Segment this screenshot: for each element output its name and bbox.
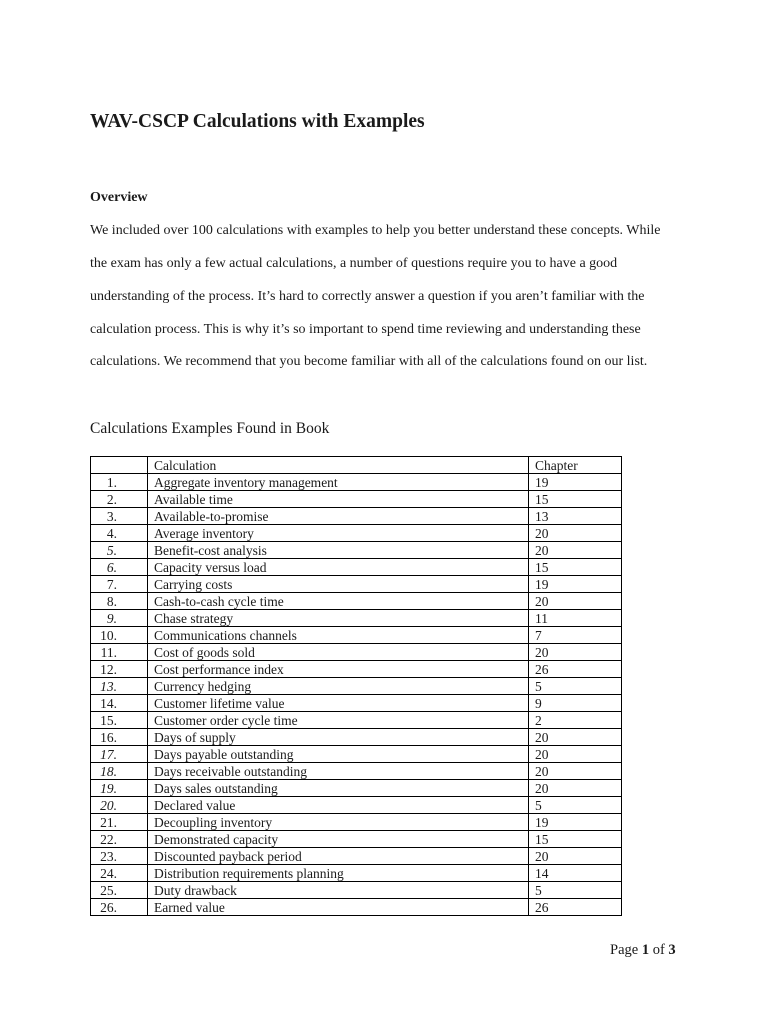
table-row bbox=[91, 746, 622, 763]
row-chapter: 5 bbox=[529, 882, 622, 899]
overview-line: We included over 100 calculations with examples to help you better understand these concepts. While bbox=[90, 223, 661, 238]
table-row bbox=[91, 899, 622, 916]
row-number: 20. bbox=[91, 797, 148, 814]
row-calculation: Declared value bbox=[148, 797, 529, 814]
table-row bbox=[91, 542, 622, 559]
row-chapter: 15 bbox=[529, 831, 622, 848]
row-number: 8. bbox=[91, 593, 148, 610]
table-row bbox=[91, 576, 622, 593]
row-chapter: 15 bbox=[529, 491, 622, 508]
page-title: WAV-CSCP Calculations with Examples bbox=[90, 111, 425, 132]
row-number: 9. bbox=[91, 610, 148, 627]
overview-line: calculations. We recommend that you become familiar with all of the calculations found on our list. bbox=[90, 354, 648, 369]
calculations-table bbox=[90, 456, 622, 916]
row-calculation: Customer order cycle time bbox=[148, 712, 529, 729]
row-chapter: 5 bbox=[529, 678, 622, 695]
row-chapter: 15 bbox=[529, 559, 622, 576]
row-calculation: Days receivable outstanding bbox=[148, 763, 529, 780]
table-row bbox=[91, 797, 622, 814]
row-number: 19. bbox=[91, 780, 148, 797]
overview-line: understanding of the process. It’s hard to correctly answer a question if you aren’t familiar with the bbox=[90, 289, 645, 304]
row-number: 25. bbox=[91, 882, 148, 899]
row-calculation: Customer lifetime value bbox=[148, 695, 529, 712]
row-number: 16. bbox=[91, 729, 148, 746]
table-row bbox=[91, 593, 622, 610]
table-row bbox=[91, 695, 622, 712]
table-row bbox=[91, 559, 622, 576]
row-number: 6. bbox=[91, 559, 148, 576]
row-number: 18. bbox=[91, 763, 148, 780]
row-calculation: Currency hedging bbox=[148, 678, 529, 695]
table-row bbox=[91, 508, 622, 525]
overview-line: calculation process. This is why it’s so important to spend time reviewing and understanding these bbox=[90, 322, 641, 337]
table-row bbox=[91, 474, 622, 491]
row-calculation: Average inventory bbox=[148, 525, 529, 542]
overview-heading: Overview bbox=[90, 190, 148, 205]
row-calculation: Cost performance index bbox=[148, 661, 529, 678]
row-number: 2. bbox=[91, 491, 148, 508]
table-row bbox=[91, 831, 622, 848]
row-chapter: 19 bbox=[529, 474, 622, 491]
row-chapter: 2 bbox=[529, 712, 622, 729]
header-calculation: Calculation bbox=[148, 457, 529, 474]
row-calculation: Earned value bbox=[148, 899, 529, 916]
row-calculation: Available-to-promise bbox=[148, 508, 529, 525]
table-header-row bbox=[91, 457, 622, 474]
row-chapter: 7 bbox=[529, 627, 622, 644]
table-row bbox=[91, 627, 622, 644]
row-chapter: 20 bbox=[529, 644, 622, 661]
row-number: 22. bbox=[91, 831, 148, 848]
table-row bbox=[91, 712, 622, 729]
row-chapter: 14 bbox=[529, 865, 622, 882]
row-number: 26. bbox=[91, 899, 148, 916]
row-chapter: 20 bbox=[529, 763, 622, 780]
table-row bbox=[91, 491, 622, 508]
header-number bbox=[91, 457, 148, 474]
row-calculation: Communications channels bbox=[148, 627, 529, 644]
row-chapter: 11 bbox=[529, 610, 622, 627]
row-calculation: Demonstrated capacity bbox=[148, 831, 529, 848]
table-row bbox=[91, 865, 622, 882]
table-row bbox=[91, 763, 622, 780]
row-calculation: Discounted payback period bbox=[148, 848, 529, 865]
row-number: 23. bbox=[91, 848, 148, 865]
row-calculation: Cost of goods sold bbox=[148, 644, 529, 661]
table-row bbox=[91, 525, 622, 542]
table-row bbox=[91, 644, 622, 661]
row-chapter: 20 bbox=[529, 542, 622, 559]
total-pages-number: 3 bbox=[668, 942, 676, 958]
row-chapter: 26 bbox=[529, 661, 622, 678]
table-row bbox=[91, 848, 622, 865]
row-number: 24. bbox=[91, 865, 148, 882]
row-chapter: 9 bbox=[529, 695, 622, 712]
table-row bbox=[91, 780, 622, 797]
row-calculation: Chase strategy bbox=[148, 610, 529, 627]
row-number: 7. bbox=[91, 576, 148, 593]
row-calculation: Days sales outstanding bbox=[148, 780, 529, 797]
row-number: 12. bbox=[91, 661, 148, 678]
table-row bbox=[91, 814, 622, 831]
row-calculation: Duty drawback bbox=[148, 882, 529, 899]
of-label: of bbox=[652, 942, 665, 958]
row-number: 15. bbox=[91, 712, 148, 729]
table-row bbox=[91, 882, 622, 899]
row-number: 10. bbox=[91, 627, 148, 644]
row-calculation: Benefit-cost analysis bbox=[148, 542, 529, 559]
table-row bbox=[91, 610, 622, 627]
table-row bbox=[91, 678, 622, 695]
row-calculation: Aggregate inventory management bbox=[148, 474, 529, 491]
table-row bbox=[91, 729, 622, 746]
row-chapter: 19 bbox=[529, 576, 622, 593]
table-row bbox=[91, 661, 622, 678]
row-calculation: Capacity versus load bbox=[148, 559, 529, 576]
row-calculation: Available time bbox=[148, 491, 529, 508]
row-number: 3. bbox=[91, 508, 148, 525]
table-caption: Calculations Examples Found in Book bbox=[90, 420, 330, 437]
row-number: 21. bbox=[91, 814, 148, 831]
row-calculation: Days payable outstanding bbox=[148, 746, 529, 763]
overview-line: the exam has only a few actual calculations, a number of questions require you to have a good bbox=[90, 256, 618, 271]
row-number: 14. bbox=[91, 695, 148, 712]
page-footer bbox=[610, 942, 676, 959]
row-calculation: Carrying costs bbox=[148, 576, 529, 593]
row-number: 4. bbox=[91, 525, 148, 542]
row-number: 13. bbox=[91, 678, 148, 695]
row-number: 5. bbox=[91, 542, 148, 559]
row-number: 1. bbox=[91, 474, 148, 491]
row-chapter: 26 bbox=[529, 899, 622, 916]
row-chapter: 13 bbox=[529, 508, 622, 525]
row-number: 11. bbox=[91, 644, 148, 661]
row-chapter: 20 bbox=[529, 780, 622, 797]
row-chapter: 20 bbox=[529, 848, 622, 865]
row-chapter: 20 bbox=[529, 746, 622, 763]
row-chapter: 5 bbox=[529, 797, 622, 814]
row-calculation: Days of supply bbox=[148, 729, 529, 746]
row-chapter: 20 bbox=[529, 729, 622, 746]
header-chapter: Chapter bbox=[529, 457, 622, 474]
row-calculation: Distribution requirements planning bbox=[148, 865, 529, 882]
current-page-number: 1 bbox=[641, 942, 650, 958]
row-chapter: 20 bbox=[529, 593, 622, 610]
row-number: 17. bbox=[91, 746, 148, 763]
row-calculation: Cash-to-cash cycle time bbox=[148, 593, 529, 610]
page-label: Page bbox=[610, 942, 639, 958]
row-chapter: 20 bbox=[529, 525, 622, 542]
row-chapter: 19 bbox=[529, 814, 622, 831]
row-calculation: Decoupling inventory bbox=[148, 814, 529, 831]
